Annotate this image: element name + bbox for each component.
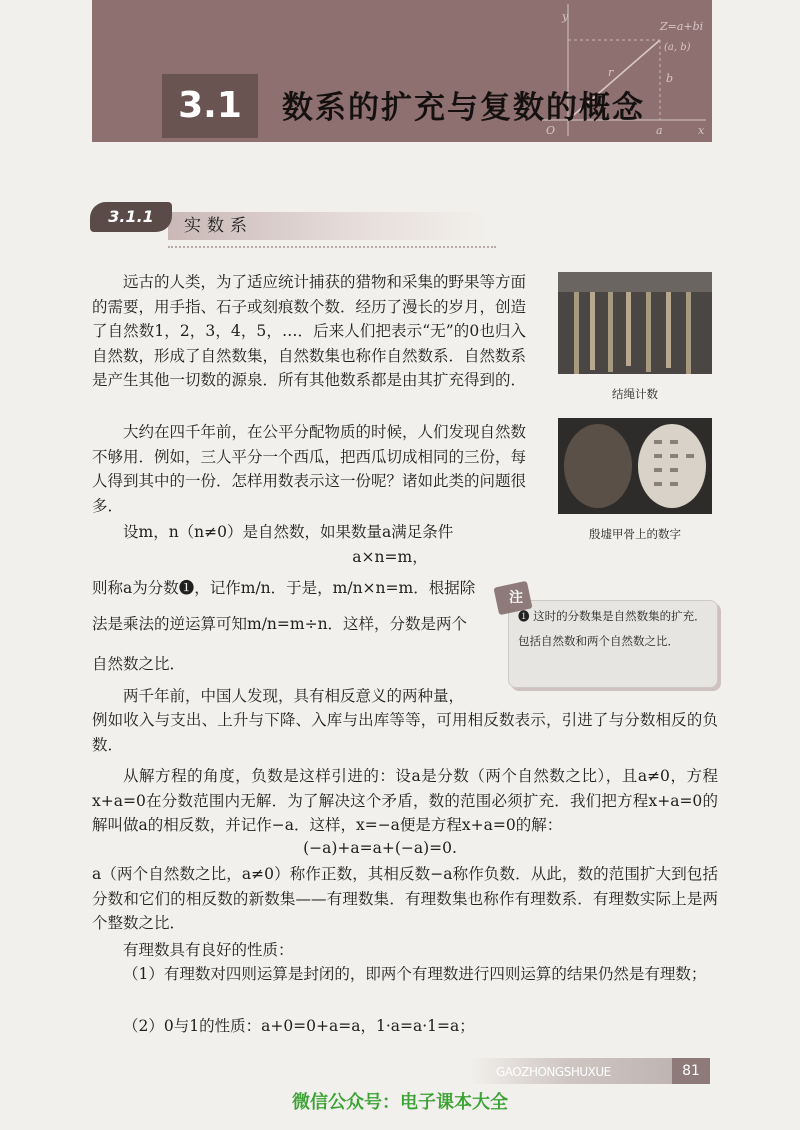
equation-a-times-n: a×n=m， (352, 548, 428, 566)
figure-caption-knotted-rope: 结绳计数 (612, 387, 658, 401)
chapter-number: 3.1 (178, 85, 242, 126)
watermark: 微信公众号：电子课本大全 (292, 1092, 508, 1113)
z-label: Z=a+bi (660, 20, 704, 33)
paragraph-property-1: （1）有理数对四则运算是封闭的，即两个有理数进行四则运算的结果仍然是有理数； (123, 965, 707, 983)
paragraph-equation-view: 从解方程的角度，负数是这样引进的：设a是分数（两个自然数之比），且a≠0，方程x+a=0在分数范围内无解．为了解决这个矛盾，数的范围必须扩充．我们把方程x+a=0的解叫做a的相反数，并记作−a．这样，x=−a便是方程x+a=0的解： (92, 767, 718, 834)
paragraph-rational-numbers: a（两个自然数之比，a≠0）称作正数，其相反数−a称作负数．从此，数的范围扩大到包括分数和它们的相反数的新数集——有理数集．有理数集也称作有理数系．有理数实际上是两个整数之比． (92, 865, 718, 932)
note-text: ❶ 这时的分数集是自然数集的扩充．包括自然数和两个自然数之比． (518, 609, 706, 648)
footer-brand: GAOZHONGSHUXUE (496, 1065, 611, 1079)
b-label: b (666, 72, 674, 85)
a-label: a (656, 124, 663, 137)
paragraph-ratio: 自然数之比． (92, 655, 186, 673)
page-number: 81 (672, 1058, 710, 1084)
paragraph-property-2: （2）0与1的性质：a+0=0+a=a，1·a=a·1=a； (123, 1017, 475, 1035)
paragraph-negatives-intro: 两千年前，中国人发现，具有相反意义的两种量， (123, 687, 465, 705)
paragraph-fraction-notation: 则称a为分数❶，记作m/n．于是，m/n×n=m．根据除 (92, 579, 476, 597)
y-axis-label: y (562, 10, 569, 23)
chapter-title: 数系的扩充与复数的概念 (282, 90, 645, 126)
knotted-rope-photo (558, 272, 712, 374)
origin-label: O (546, 124, 556, 137)
paragraph-properties-intro: 有理数具有良好的性质： (123, 941, 294, 959)
figure-caption-oracle-bone: 殷墟甲骨上的数字 (589, 527, 681, 541)
note-tag-label: 注 (509, 590, 523, 606)
point-label: (a, b) (664, 42, 691, 53)
r-label: r (608, 66, 614, 79)
paragraph-natural-numbers: 远古的人类，为了适应统计捕获的猎物和采集的野果等方面的需要，用手指、石子或刻痕数个数．经历了漫长的岁月，创造了自然数1，2，3，4，5，…．后来人们把表示“无”的0也归入自然数，形成了自然数集，自然数集也称作自然数系．自然数系是产生其他一切数的源泉．所有其他数系都是由其扩充得到的． (92, 273, 527, 389)
equation-opposite-sum: (−a)+a=a+(−a)=0. (303, 839, 457, 857)
oracle-bone-photo (558, 418, 712, 514)
paragraph-fractions-intro: 大约在四千年前，在公平分配物质的时候，人们发现自然数不够用．例如，三人平分一个西瓜，把西瓜切成相同的三份，每人得到其中的一份．怎样用数表示这一份呢？诸如此类的问题很多． (92, 423, 527, 515)
section-title: 实数系 (184, 216, 253, 236)
section-divider (168, 246, 496, 248)
paragraph-fraction-def: 设m，n（n≠0）是自然数，如果数量a满足条件 (123, 523, 454, 541)
paragraph-division: 法是乘法的逆运算可知m/n=m÷n．这样，分数是两个 (92, 615, 468, 633)
section-number: 3.1.1 (108, 207, 154, 226)
x-axis-label: x (698, 124, 705, 137)
paragraph-opposite-quantities: 例如收入与支出、上升与下降、入库与出库等等，可用相反数表示，引进了与分数相反的负数． (92, 711, 718, 754)
